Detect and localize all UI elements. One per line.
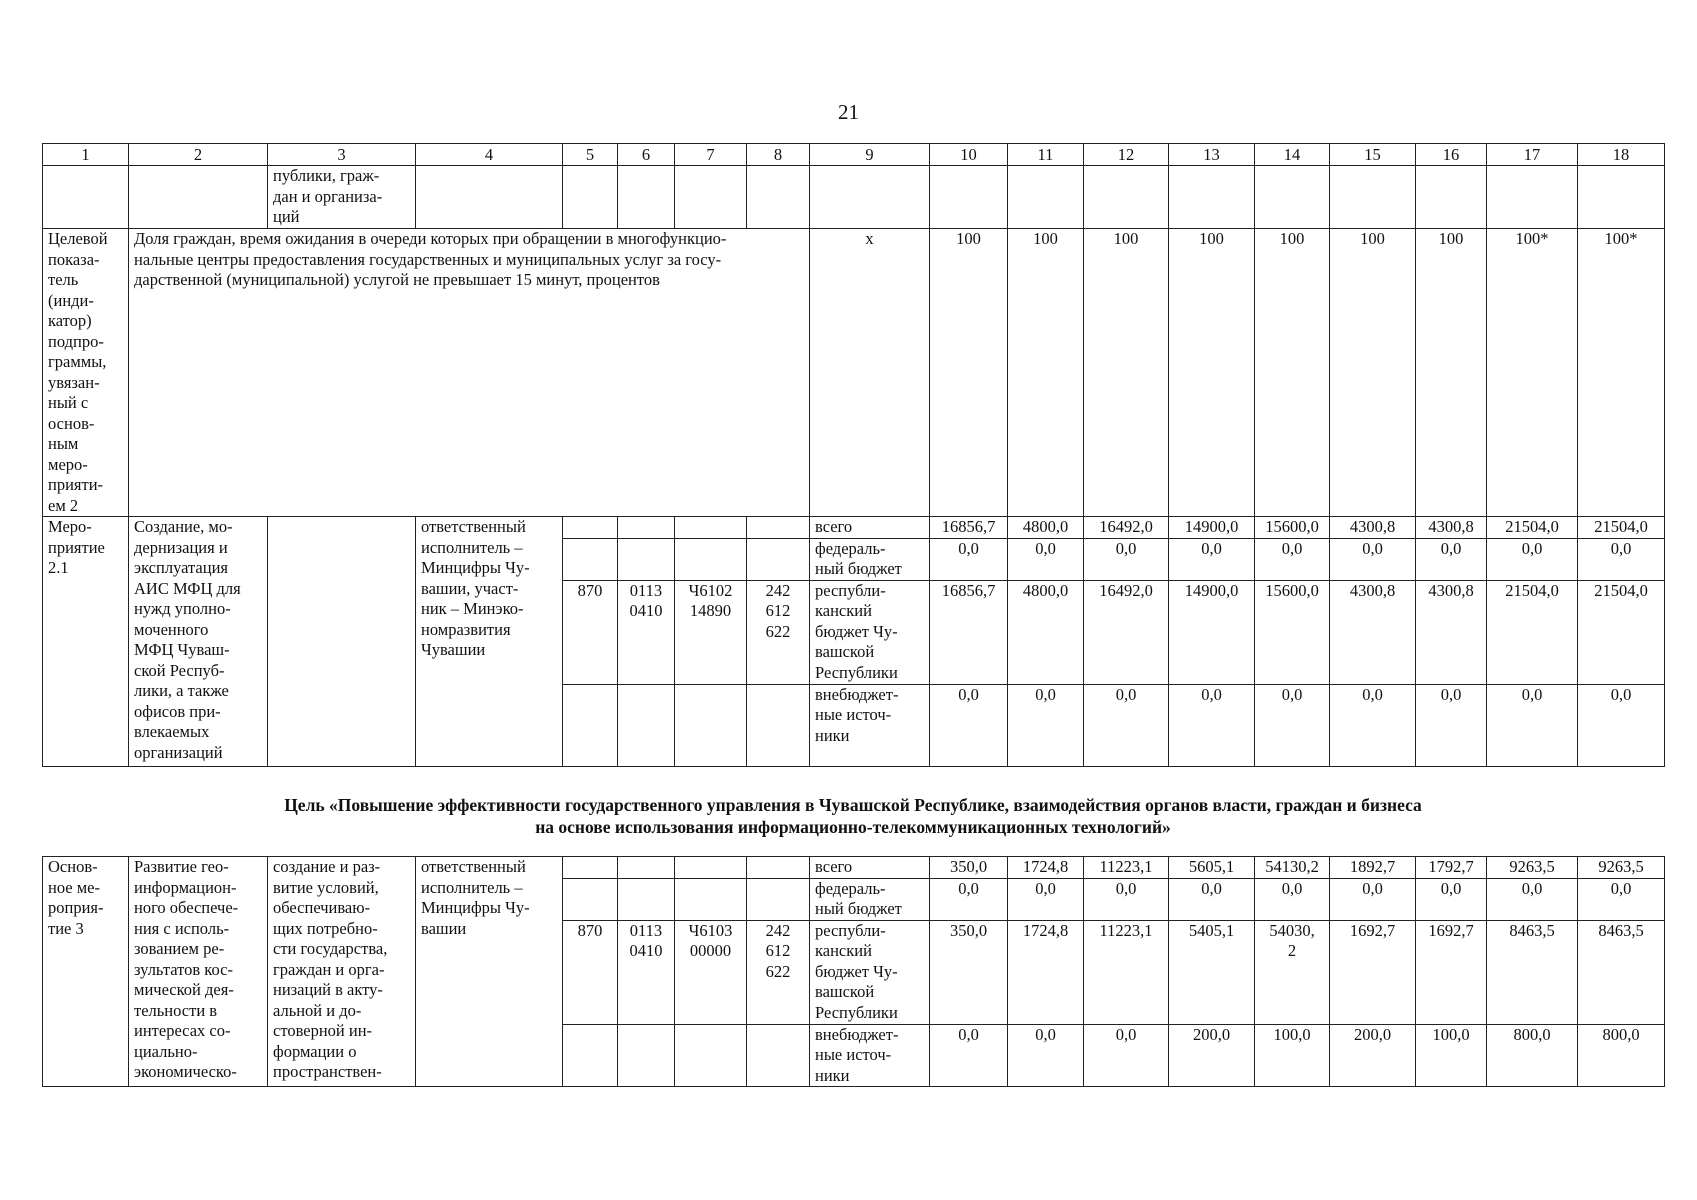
funding-value: 5405,1 — [1169, 920, 1255, 1024]
funding-value: 8463,5 — [1487, 920, 1578, 1024]
funding-value: 54130,2 — [1255, 857, 1330, 879]
budget-code: 0113 0410 — [618, 580, 675, 684]
column-number: 10 — [930, 144, 1008, 166]
funding-value: 11223,1 — [1084, 920, 1169, 1024]
column-number: 4 — [416, 144, 563, 166]
funding-value: 5605,1 — [1169, 857, 1255, 879]
budget-code — [563, 517, 618, 539]
funding-value: 11223,1 — [1084, 857, 1169, 879]
funding-value: 0,0 — [1084, 538, 1169, 580]
funding-value: 0,0 — [1255, 538, 1330, 580]
funding-value: 0,0 — [1487, 538, 1578, 580]
funding-value: 0,0 — [1330, 878, 1416, 920]
funding-value: 21504,0 — [1578, 580, 1665, 684]
funding-value: 0,0 — [1416, 878, 1487, 920]
budget-code — [618, 857, 675, 879]
funding-value: 8463,5 — [1578, 920, 1665, 1024]
column-number: 8 — [747, 144, 810, 166]
program-table-continued — [42, 856, 1665, 1087]
funding-value: 0,0 — [1578, 538, 1665, 580]
budget-code — [747, 684, 810, 766]
funding-value: 0,0 — [1084, 684, 1169, 766]
column-number: 5 — [563, 144, 618, 166]
funding-value: 0,0 — [930, 878, 1008, 920]
measure-3-col3: создание и раз- витие условий, обеспечиваю- щих потребно- сти государства, граждан и орга- низаций в акту- альной и до- стоверной ин- формации о пространствен- — [268, 857, 416, 1087]
budget-code — [618, 1024, 675, 1087]
indicator-value: 100* — [1578, 229, 1665, 517]
funding-value: 0,0 — [930, 538, 1008, 580]
funding-value: 0,0 — [1255, 878, 1330, 920]
budget-code — [563, 1024, 618, 1087]
budget-code: 242 612 622 — [747, 920, 810, 1024]
indicator-value: 100 — [930, 229, 1008, 517]
funding-value: 0,0 — [1008, 1024, 1084, 1087]
measure-2-1-executor: ответственный исполнитель – Минцифры Чу- вашии, участ- ник – Минэко- номразвития Чувашии — [416, 517, 563, 767]
funding-value: 0,0 — [1008, 878, 1084, 920]
funding-source: всего — [810, 857, 930, 879]
column-number: 18 — [1578, 144, 1665, 166]
budget-code — [747, 517, 810, 539]
funding-value: 4300,8 — [1330, 517, 1416, 539]
column-number: 11 — [1008, 144, 1084, 166]
funding-value: 0,0 — [1487, 684, 1578, 766]
funding-value: 1724,8 — [1008, 857, 1084, 879]
funding-value: 0,0 — [1487, 878, 1578, 920]
budget-code — [563, 538, 618, 580]
column-number: 3 — [268, 144, 416, 166]
budget-code — [675, 517, 747, 539]
goal-heading: Цель «Повышение эффективности государственного управления в Чувашской Республике, взаимодействия органов власти, граждан и бизнеса на основе использования информационно-телекоммуникационных технологий» — [284, 795, 1422, 837]
budget-code: 870 — [563, 580, 618, 684]
budget-code: 242 612 622 — [747, 580, 810, 684]
funding-value: 0,0 — [1578, 878, 1665, 920]
budget-code: 0113 0410 — [618, 920, 675, 1024]
funding-value: 21504,0 — [1487, 580, 1578, 684]
funding-value: 0,0 — [1008, 538, 1084, 580]
column-number: 13 — [1169, 144, 1255, 166]
funding-value: 800,0 — [1487, 1024, 1578, 1087]
funding-value: 0,0 — [930, 1024, 1008, 1087]
funding-value: 0,0 — [1084, 1024, 1169, 1087]
funding-value: 21504,0 — [1578, 517, 1665, 539]
measure-3-label: Основ- ное ме- роприя- тие 3 — [43, 857, 129, 1087]
budget-code — [675, 878, 747, 920]
column-number: 2 — [129, 144, 268, 166]
funding-value: 0,0 — [1330, 684, 1416, 766]
funding-value: 100,0 — [1416, 1024, 1487, 1087]
column-number: 15 — [1330, 144, 1416, 166]
funding-value: 16856,7 — [930, 580, 1008, 684]
column-number: 17 — [1487, 144, 1578, 166]
column-number: 7 — [675, 144, 747, 166]
funding-value: 0,0 — [1255, 684, 1330, 766]
funding-source: республи- канский бюджет Чу- вашской Республики — [810, 920, 930, 1024]
budget-code — [618, 517, 675, 539]
funding-value: 1692,7 — [1330, 920, 1416, 1024]
budget-code — [563, 684, 618, 766]
funding-value: 0,0 — [1330, 538, 1416, 580]
budget-code: Ч6103 00000 — [675, 920, 747, 1024]
funding-value: 14900,0 — [1169, 517, 1255, 539]
target-indicator-col9: х — [810, 229, 930, 517]
column-number: 14 — [1255, 144, 1330, 166]
measure-3-executor: ответственный исполнитель – Минцифры Чу- вашии — [416, 857, 563, 1087]
indicator-value: 100 — [1330, 229, 1416, 517]
measure-2-1-col3 — [268, 517, 416, 767]
continuation-text: публики, граж- дан и организа- ций — [268, 166, 416, 229]
funding-value: 200,0 — [1169, 1024, 1255, 1087]
funding-value: 54030, 2 — [1255, 920, 1330, 1024]
measure-2-1-total-row — [43, 517, 1665, 539]
budget-code — [563, 857, 618, 879]
budget-code — [675, 684, 747, 766]
budget-code — [747, 878, 810, 920]
program-table — [42, 143, 1665, 767]
measure-2-1-label: Меро- приятие 2.1 — [43, 517, 129, 767]
funding-value: 100,0 — [1255, 1024, 1330, 1087]
funding-value: 1724,8 — [1008, 920, 1084, 1024]
funding-value: 0,0 — [1084, 878, 1169, 920]
funding-value: 4800,0 — [1008, 580, 1084, 684]
funding-value: 200,0 — [1330, 1024, 1416, 1087]
funding-value: 0,0 — [1008, 684, 1084, 766]
funding-value: 4300,8 — [1416, 517, 1487, 539]
funding-source: федераль- ный бюджет — [810, 878, 930, 920]
budget-code: Ч6102 14890 — [675, 580, 747, 684]
continuation-row — [43, 166, 1665, 229]
budget-code — [747, 1024, 810, 1087]
funding-value: 16492,0 — [1084, 580, 1169, 684]
target-indicator-label: Целевой показа- тель (инди- катор) подпро- граммы, увязан- ный с основ- ным меро- прияти- ем 2 — [43, 229, 129, 517]
funding-source: всего — [810, 517, 930, 539]
budget-code — [618, 684, 675, 766]
column-number: 1 — [43, 144, 129, 166]
funding-source: федераль- ный бюджет — [810, 538, 930, 580]
budget-code — [747, 538, 810, 580]
budget-code — [675, 857, 747, 879]
measure-3-name: Развитие гео- информацион- ного обеспече- ния с исполь- зованием ре- зультатов кос- мической дея- тельности в интересах со- циально- экономическо- — [129, 857, 268, 1087]
budget-code — [618, 878, 675, 920]
budget-code — [563, 878, 618, 920]
budget-code — [618, 538, 675, 580]
budget-code: 870 — [563, 920, 618, 1024]
funding-source: республи- канский бюджет Чу- вашской Республики — [810, 580, 930, 684]
funding-value: 4300,8 — [1330, 580, 1416, 684]
indicator-value: 100 — [1008, 229, 1084, 517]
funding-value: 0,0 — [1416, 684, 1487, 766]
indicator-value: 100 — [1169, 229, 1255, 517]
funding-value: 15600,0 — [1255, 580, 1330, 684]
indicator-value: 100 — [1416, 229, 1487, 517]
funding-value: 350,0 — [930, 920, 1008, 1024]
column-number-row — [43, 144, 1665, 166]
indicator-value: 100 — [1255, 229, 1330, 517]
funding-value: 0,0 — [1416, 538, 1487, 580]
funding-value: 4300,8 — [1416, 580, 1487, 684]
funding-value: 350,0 — [930, 857, 1008, 879]
funding-value: 0,0 — [1169, 684, 1255, 766]
funding-value: 1892,7 — [1330, 857, 1416, 879]
funding-value: 0,0 — [1169, 878, 1255, 920]
funding-value: 16492,0 — [1084, 517, 1169, 539]
funding-value: 21504,0 — [1487, 517, 1578, 539]
funding-value: 1792,7 — [1416, 857, 1487, 879]
measure-3-total-row — [43, 857, 1665, 879]
indicator-value: 100 — [1084, 229, 1169, 517]
column-number: 9 — [810, 144, 930, 166]
funding-value: 0,0 — [1578, 684, 1665, 766]
funding-value: 16856,7 — [930, 517, 1008, 539]
measure-2-1-name: Создание, мо- дернизация и эксплуатация АИС МФЦ для нужд уполно- моченного МФЦ Чуваш- ской Респуб- лики, а также офисов при- влекаемых организаций — [129, 517, 268, 767]
funding-value: 4800,0 — [1008, 517, 1084, 539]
funding-value: 1692,7 — [1416, 920, 1487, 1024]
budget-code — [675, 1024, 747, 1087]
budget-code — [747, 857, 810, 879]
funding-source: внебюджет- ные источ- ники — [810, 684, 930, 766]
funding-value: 9263,5 — [1578, 857, 1665, 879]
budget-code — [675, 538, 747, 580]
column-number: 16 — [1416, 144, 1487, 166]
funding-value: 800,0 — [1578, 1024, 1665, 1087]
funding-value: 9263,5 — [1487, 857, 1578, 879]
page-number: 21 — [838, 100, 859, 124]
funding-source: внебюджет- ные источ- ники — [810, 1024, 930, 1087]
funding-value: 0,0 — [930, 684, 1008, 766]
column-number: 6 — [618, 144, 675, 166]
funding-value: 0,0 — [1169, 538, 1255, 580]
column-number: 12 — [1084, 144, 1169, 166]
funding-value: 15600,0 — [1255, 517, 1330, 539]
target-indicator-row — [43, 229, 1665, 517]
funding-value: 14900,0 — [1169, 580, 1255, 684]
indicator-value: 100* — [1487, 229, 1578, 517]
target-indicator-text: Доля граждан, время ожидания в очереди которых при обращении в многофункцио- нальные центры предоставления государственных и муниципальных услуг за госу- дарственной (муниципальной) услугой не превышает 15 минут, процентов — [129, 229, 810, 517]
